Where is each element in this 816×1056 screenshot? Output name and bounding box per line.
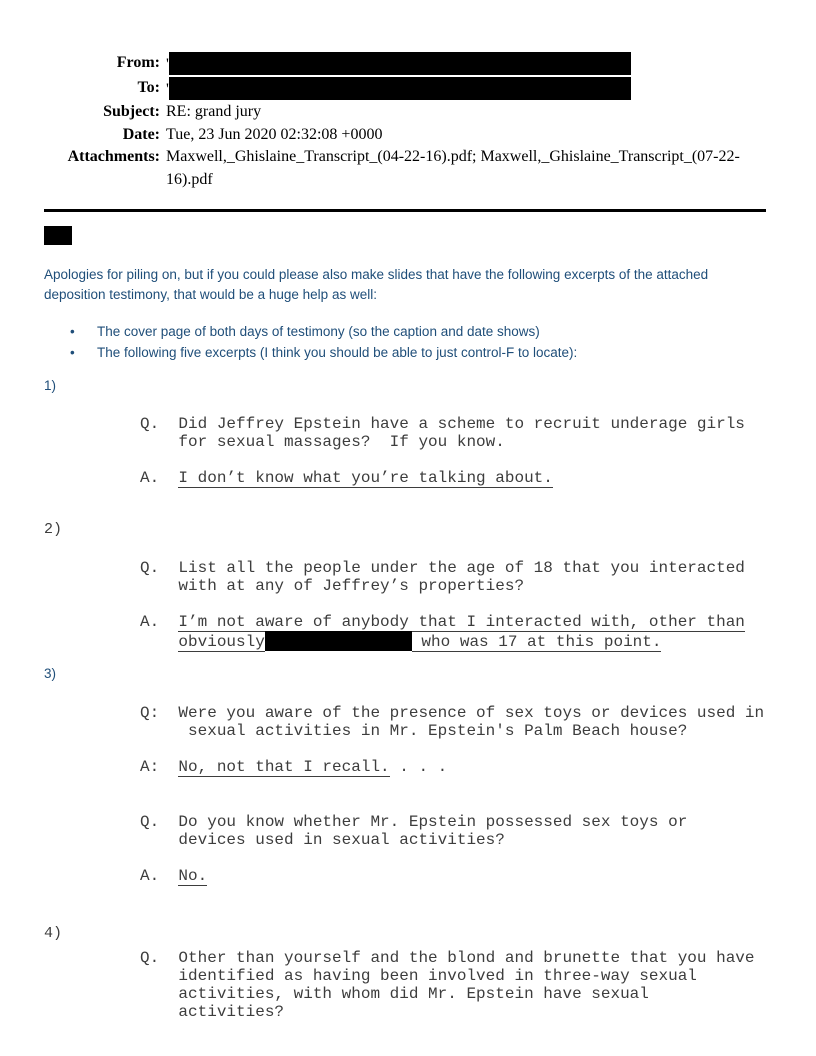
section-2-qa bbox=[140, 559, 776, 651]
section-1-label: 1) bbox=[44, 378, 57, 393]
question-line: sexual activities in Mr. Epstein's Palm Beach house? bbox=[140, 722, 688, 740]
answer-suffix: . . . bbox=[389, 758, 448, 776]
answer-underline: No. bbox=[178, 867, 208, 885]
bullet-icon: • bbox=[70, 324, 75, 339]
section-4-label: 4) bbox=[44, 925, 63, 942]
bullet-item bbox=[44, 321, 776, 342]
question-line: devices used in sexual activities? bbox=[140, 831, 505, 849]
redaction-bar-from bbox=[169, 52, 631, 75]
from-value-prefix: ' bbox=[166, 56, 169, 73]
attachments-value: Maxwell,_Ghislaine_Transcript_(04-22-16).pdf; Maxwell,_Ghislaine_Transcript_(07-22-16).pdf bbox=[166, 148, 740, 188]
to-value bbox=[166, 77, 772, 102]
from-value bbox=[166, 52, 772, 77]
bullet-list bbox=[44, 321, 776, 363]
bullet-text: The cover page of both days of testimony (so the caption and date shows) bbox=[97, 324, 540, 339]
answer-underline: obviously bbox=[178, 633, 265, 651]
intro-paragraph: Apologies for piling on, but if you could please also make slides that have the following excerpts of the attached deposition testimony, that would be a huge help as well: bbox=[44, 267, 709, 302]
answer-underline: No, not that I recall. bbox=[178, 758, 390, 776]
question-line: activities, with whom did Mr. Epstein have sexual bbox=[140, 985, 649, 1003]
section-1-qa bbox=[140, 415, 776, 487]
subject-label: Subject: bbox=[103, 103, 160, 120]
section-2-label: 2) bbox=[44, 521, 63, 538]
answer-underline: I’m not aware of anybody that I interacted with, other than bbox=[178, 613, 745, 631]
question-line: with at any of Jeffrey’s properties? bbox=[140, 577, 525, 595]
greeting-redaction bbox=[44, 226, 72, 245]
answer-line: A. I don’t know what you’re talking about. bbox=[140, 469, 553, 487]
question-line: Q. Did Jeffrey Epstein have a scheme to recruit underage girls bbox=[140, 415, 745, 433]
bullet-icon: • bbox=[70, 345, 75, 360]
question-line: activities? bbox=[140, 1003, 285, 1021]
date-value: Tue, 23 Jun 2020 02:32:08 +0000 bbox=[166, 125, 383, 143]
question-line: Q. Other than yourself and the blond and brunette that you have bbox=[140, 949, 755, 967]
answer-underline: who was 17 at this point. bbox=[411, 633, 662, 651]
answer-line: A: No, not that I recall. . . . bbox=[140, 758, 448, 776]
header-row-to bbox=[44, 77, 776, 102]
section-4-qa bbox=[140, 949, 776, 1021]
section-3-qa-1 bbox=[140, 704, 776, 776]
section-3-qa-2 bbox=[140, 813, 776, 885]
blank-line bbox=[140, 740, 776, 758]
to-label: To: bbox=[137, 78, 160, 96]
inline-redaction-bar bbox=[265, 631, 412, 651]
section-3-label: 3) bbox=[44, 666, 57, 681]
question-line: Q. List all the people under the age of 18 that you interacted bbox=[140, 559, 745, 577]
to-value-prefix: ' bbox=[166, 80, 169, 98]
question-line: for sexual massages? If you know. bbox=[140, 433, 505, 451]
blank-line bbox=[140, 595, 776, 613]
bullet-text: The following five excerpts (I think you should be able to just control-F to locate): bbox=[97, 345, 578, 360]
subject-value: RE: grand jury bbox=[166, 103, 262, 120]
question-line: Q: Were you aware of the presence of sex toys or devices used in bbox=[140, 704, 765, 722]
redaction-bar-to bbox=[169, 77, 631, 100]
header-row-from bbox=[44, 52, 776, 77]
from-label: From: bbox=[116, 54, 160, 71]
question-line: identified as having been involved in three-way sexual bbox=[140, 967, 697, 985]
answer-line: A. No. bbox=[140, 867, 208, 885]
answer-line bbox=[140, 631, 776, 651]
blank-line bbox=[140, 451, 776, 469]
header-row-subject bbox=[44, 101, 776, 124]
header-row-date bbox=[44, 124, 776, 147]
date-label: Date: bbox=[122, 125, 160, 143]
header-row-attachments bbox=[44, 146, 776, 191]
answer-line: A. I’m not aware of anybody that I interacted with, other than bbox=[140, 613, 745, 631]
question-line: Q. Do you know whether Mr. Epstein possessed sex toys or bbox=[140, 813, 688, 831]
blank-line bbox=[140, 849, 776, 867]
attachments-label: Attachments: bbox=[67, 148, 160, 165]
bullet-item bbox=[44, 342, 776, 363]
email-header bbox=[44, 52, 776, 191]
answer-underline: I don’t know what you’re talking about. bbox=[178, 469, 553, 487]
header-divider-rule bbox=[44, 209, 766, 212]
